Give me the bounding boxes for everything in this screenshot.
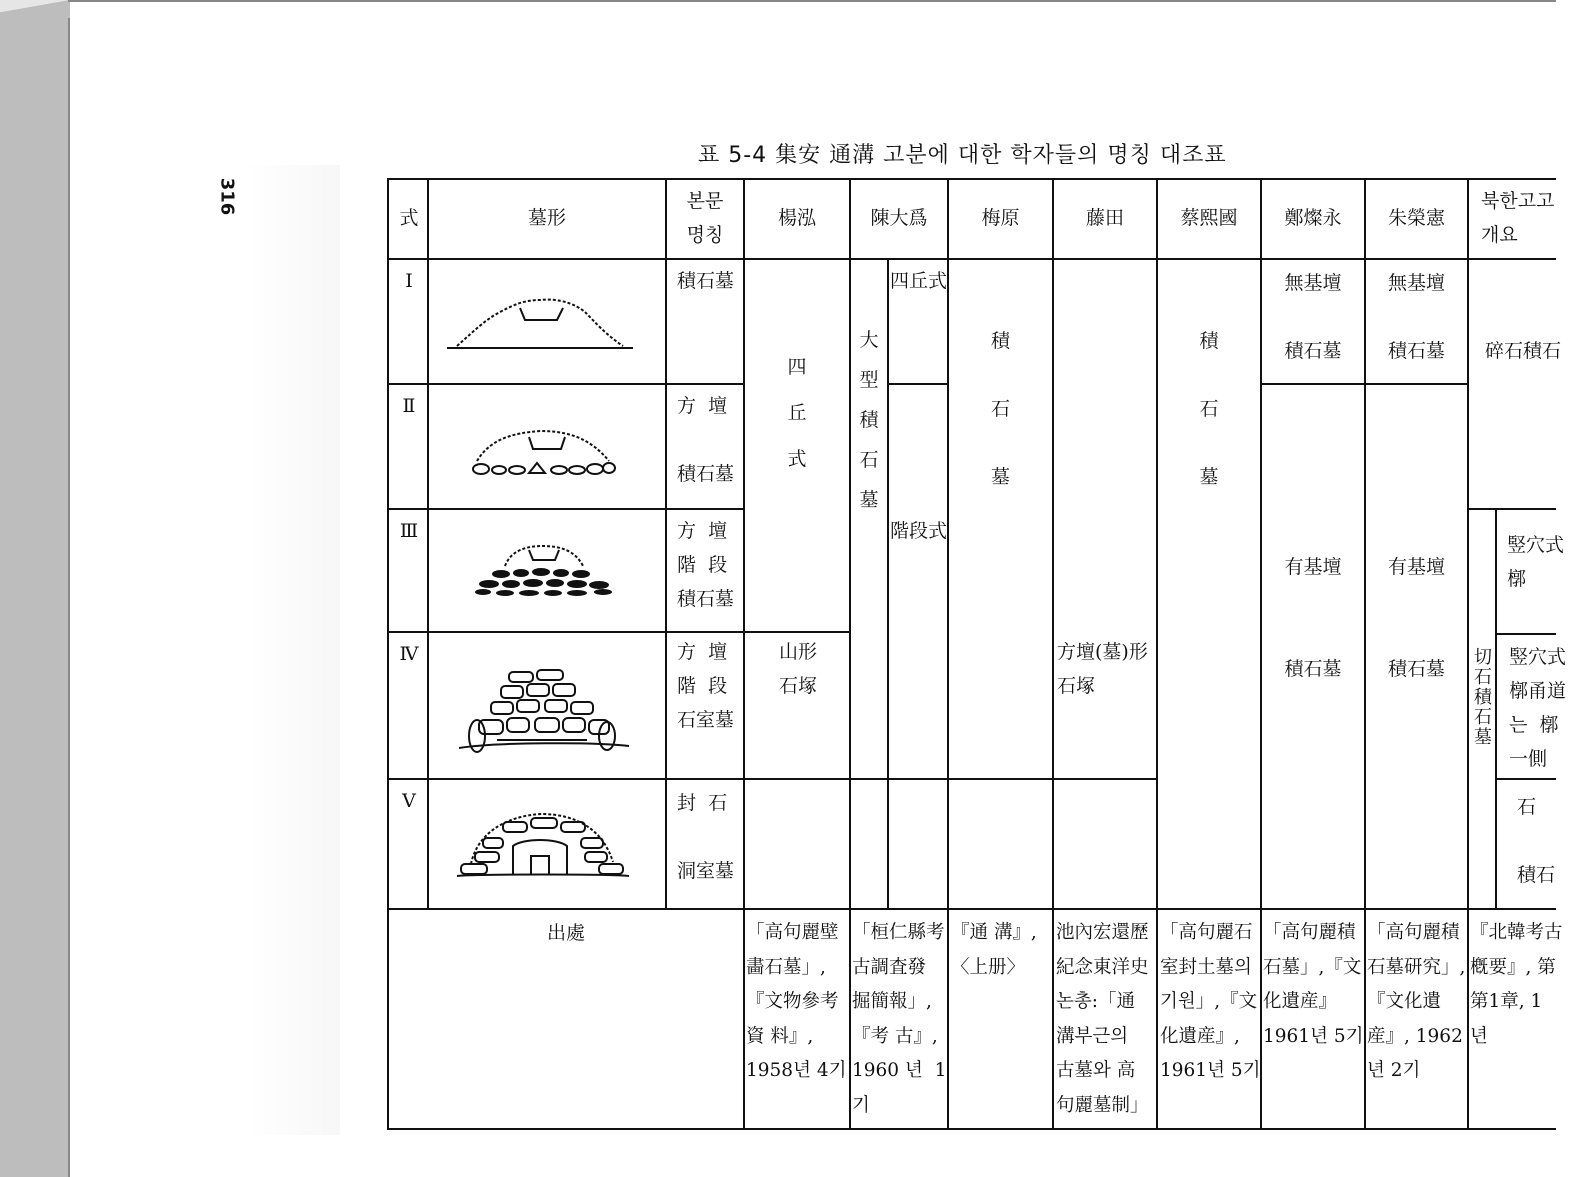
source-yang: 「高句麗壁 畵石墓」, 『文物參考 資 料』, 1958년 4기	[746, 922, 847, 1081]
zhu-nobase: 無基壇 積石墓	[1387, 272, 1445, 362]
page-number: 316	[216, 177, 238, 216]
source-fuji: 池內宏還歷 紀念東洋史 논총:「通 溝부근의 古墓와 高 句麗墓制」	[1056, 922, 1149, 1116]
header-honmun: 본문 명칭	[686, 190, 724, 246]
mound-type2-drawing	[469, 423, 619, 481]
header-chen: 陳大爲	[870, 207, 928, 229]
north-cutstone: 切 石 積 石 墓	[1474, 647, 1492, 748]
source-zhu: 「高句麗積 石墓研究」, 『文化遺 産』, 1962 년 2기	[1367, 922, 1466, 1081]
page-corner	[0, 0, 70, 18]
row2-type: Ⅱ	[402, 395, 416, 417]
row3-name: 方 壇 階 段 積石墓	[677, 520, 735, 610]
row1-name: 積石墓	[677, 270, 735, 292]
zhu-base: 有基壇 積石墓	[1387, 556, 1445, 680]
fuji-row4: 方壇(墓)形 石塚	[1057, 641, 1148, 697]
jeong-nobase: 無基壇 積石墓	[1284, 272, 1342, 362]
yang-row4: 山形 石塚	[779, 641, 818, 697]
row4-name: 方 壇 階 段 石室墓	[677, 641, 735, 731]
row4-type: Ⅳ	[399, 643, 419, 665]
page-gutter-shadow	[0, 0, 70, 1177]
row1-type: Ⅰ	[405, 270, 413, 292]
chen-big: 大 型 積 石 墓	[859, 329, 879, 511]
chae-main: 積 石 墓	[1199, 330, 1219, 488]
header-chae: 蔡熙國	[1180, 207, 1238, 229]
north-rubble: 碎石積石	[1485, 340, 1562, 362]
header-jeong: 鄭燦永	[1284, 207, 1342, 229]
source-chae: 「高句麗石 室封土墓의 기원」,『文 化遺産』, 1961년 5기	[1160, 922, 1261, 1081]
scan-bleed	[245, 165, 340, 1135]
chen-sikyu: 四丘式	[890, 270, 948, 292]
row5-type: Ⅴ	[402, 790, 416, 812]
row3-type: Ⅲ	[399, 520, 419, 542]
comparison-table	[387, 178, 1567, 1130]
mound-type1-drawing	[445, 290, 635, 352]
header-zhu: 朱榮憲	[1387, 207, 1445, 229]
header-yang: 楊泓	[777, 207, 816, 229]
header-mei: 梅原	[981, 207, 1020, 229]
source-label: 出處	[546, 922, 585, 944]
mei-main: 積 石 墓	[990, 330, 1010, 488]
header-fuji: 藤田	[1085, 207, 1124, 229]
header-shiki: 式	[399, 207, 419, 229]
source-mei: 『通 溝』, 〈上册〉	[951, 922, 1037, 978]
chen-kaidan: 階段式	[890, 520, 948, 542]
page-top-edge	[68, 0, 1556, 2]
source-jeong: 「高句麗積 石墓」,『文 化遺産』 1961년 5기	[1263, 922, 1364, 1047]
row5-name: 封 石 洞室墓	[677, 792, 735, 882]
north-row3: 竪穴式 槨	[1507, 534, 1565, 590]
row2-name: 方 壇 積石墓	[677, 395, 735, 485]
north-row4: 竪穴式 槨甬道 는 槨 一側	[1509, 646, 1567, 770]
source-chen: 「桓仁縣考 古調査發 掘簡報」, 『考 古』, 1960 년 1 기	[852, 922, 947, 1116]
header-north: 북한고고 개요	[1481, 190, 1555, 246]
source-north: 『北韓考古 槪要』, 第 第1章, 1 년	[1470, 922, 1563, 1047]
jeong-base: 有基壇 積石墓	[1284, 556, 1342, 680]
header-bokei: 墓形	[527, 207, 566, 229]
north-row5: 石 積石	[1517, 796, 1556, 886]
mound-type3-drawing	[475, 540, 615, 600]
yang-main: 四 丘 式	[787, 356, 807, 470]
mound-type5-drawing	[453, 804, 633, 888]
mound-type4-drawing	[457, 666, 632, 751]
table-title: 표 5-4 集安 通溝 고분에 대한 학자들의 명칭 대조표	[698, 143, 1227, 168]
